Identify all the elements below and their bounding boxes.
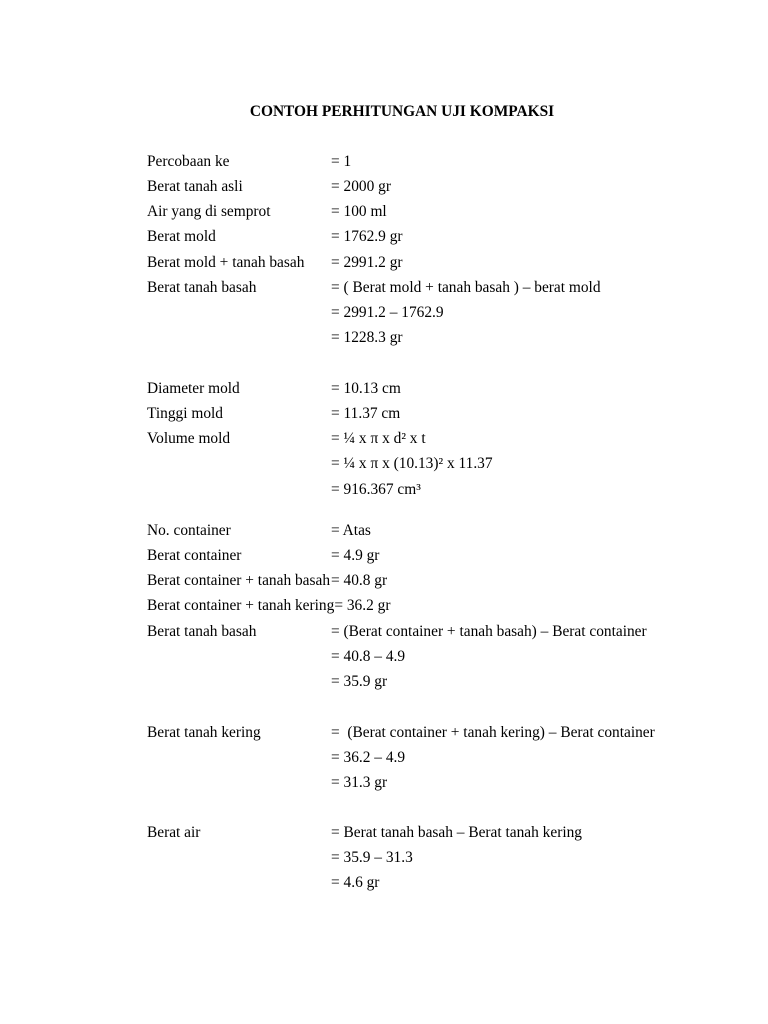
calc-row [147, 669, 717, 694]
calc-value: = 1 [331, 153, 352, 170]
calc-row [147, 593, 717, 618]
calc-value: = 10.13 cm [331, 380, 401, 397]
calc-value: = 31.3 gr [331, 774, 388, 792]
calc-label: Berat mold + tanah basah [147, 253, 305, 271]
calc-value: = 1762.9 gr [331, 228, 403, 246]
calc-value: = 11.37 cm [331, 405, 401, 423]
calc-label: Berat tanah asli [147, 178, 243, 196]
calc-value: = 35.9 gr [331, 672, 388, 690]
calc-label: Berat container + tanah basah [147, 572, 331, 590]
calc-value: = (Berat container + tanah kering) – Berat container [331, 724, 655, 741]
calc-value: = Berat tanah basah – Berat tanah kering [331, 824, 582, 841]
calc-row [147, 224, 717, 249]
calc-row [147, 149, 717, 174]
calc-row [147, 568, 717, 593]
calc-row [147, 845, 717, 870]
calc-row [147, 870, 717, 895]
calc-value: = 2000 gr [331, 178, 391, 196]
calc-value: = 916.367 cm³ [331, 480, 421, 498]
calc-row [147, 275, 717, 300]
calc-value: = 100 ml [331, 203, 387, 221]
calc-label: Berat tanah kering [147, 724, 261, 741]
calc-row [147, 720, 717, 745]
calc-row [147, 745, 717, 770]
section-container [147, 518, 717, 694]
section-trial-data [147, 149, 717, 350]
section-mold-volume [147, 376, 717, 502]
calc-value: = (Berat container + tanah basah) – Berat container [331, 622, 647, 640]
calc-row [147, 199, 717, 224]
calc-label: Berat tanah basah [147, 278, 257, 296]
calc-value: = 35.9 – 31.3 [331, 849, 413, 867]
calc-value: = ( Berat mold + tanah basah ) – berat mold [331, 278, 601, 296]
calc-row [147, 250, 717, 275]
calc-row [147, 477, 717, 502]
calc-value: = 2991.2 gr [331, 253, 403, 271]
calc-label: Diameter mold [147, 380, 240, 397]
calc-label: No. container [147, 522, 231, 539]
calc-label: Berat air [147, 824, 201, 841]
calc-row [147, 644, 717, 669]
section-dry-soil [147, 720, 717, 795]
calc-row [147, 401, 717, 426]
calc-label: Berat tanah basah [147, 622, 257, 640]
calc-row [147, 451, 717, 476]
calc-label: Volume mold [147, 430, 231, 448]
calc-row [147, 543, 717, 568]
calc-value: = 40.8 gr [331, 572, 388, 590]
calc-label: Tinggi mold [147, 405, 223, 423]
calc-value: = 2991.2 – 1762.9 [331, 303, 444, 321]
calc-value: = 40.8 – 4.9 [331, 647, 406, 665]
calc-label: Berat container + tanah kering [147, 597, 335, 615]
calc-row [147, 619, 717, 644]
calc-value: = ¼ x π x (10.13)² x 11.37 [331, 455, 493, 473]
calc-value: = Atas [331, 522, 371, 539]
calc-value: = 36.2 gr [334, 597, 391, 615]
calc-value: = 4.6 gr [331, 874, 380, 892]
calc-row [147, 518, 717, 543]
calc-value: = 36.2 – 4.9 [331, 749, 406, 767]
calc-row [147, 770, 717, 795]
calc-value: = 4.9 gr [331, 547, 380, 565]
calc-row [147, 300, 717, 325]
calc-label: Berat container [147, 547, 242, 565]
calc-label: Berat mold [147, 228, 216, 246]
calc-row [147, 325, 717, 350]
calc-value: = 1228.3 gr [331, 328, 403, 346]
section-water-weight [147, 820, 717, 895]
calc-row [147, 376, 717, 401]
calc-label: Percobaan ke [147, 153, 230, 170]
calc-row [147, 820, 717, 845]
calc-row [147, 174, 717, 199]
calc-value: = ¼ x π x d² x t [331, 430, 426, 448]
calc-label: Air yang di semprot [147, 203, 271, 221]
calc-row [147, 426, 717, 451]
document-title: CONTOH PERHITUNGAN UJI KOMPAKSI [249, 103, 555, 120]
